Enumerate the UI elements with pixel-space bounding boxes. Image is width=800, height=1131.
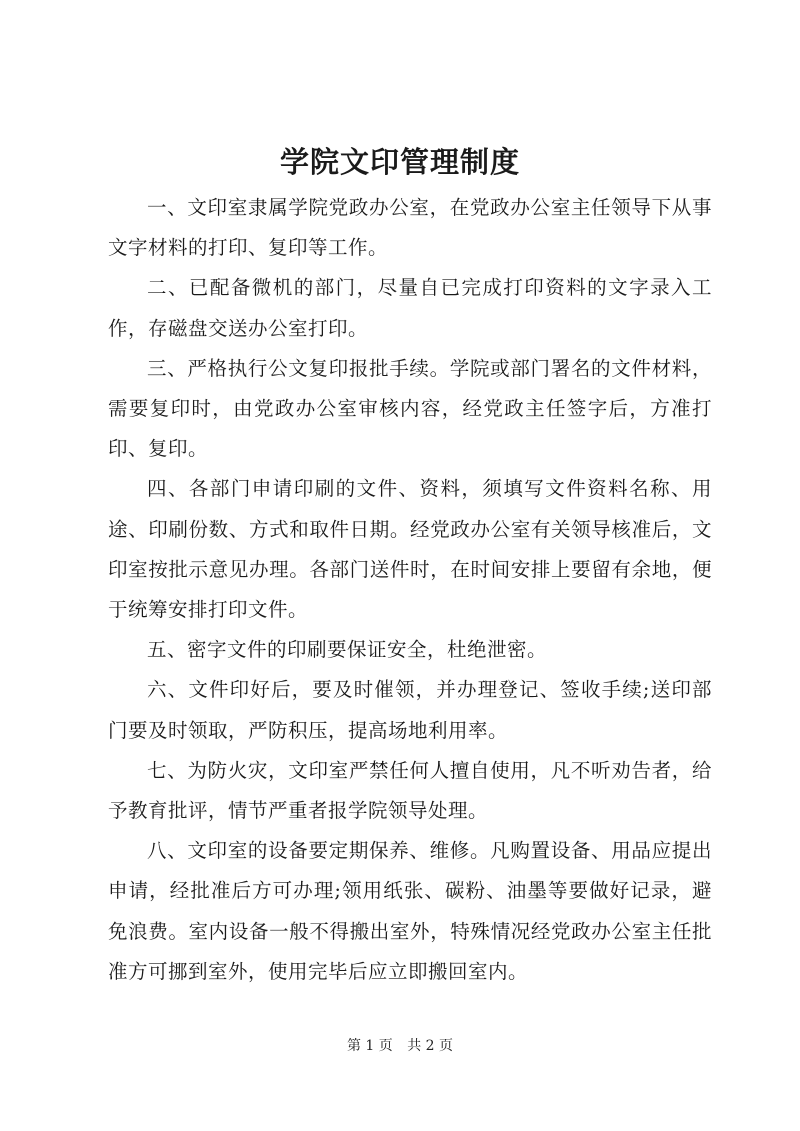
document-title: 学院文印管理制度 (279, 145, 520, 179)
paragraph-1: 一、文印室隶属学院党政办公室，在党政办公室主任领导下从事文字材料的打印、复印等工作。 (108, 196, 712, 260)
paragraph-6: 六、文件印好后，要及时催领，并办理登记、签收手续;送印部门要及时领取，严防积压，提高场地利用率。 (108, 678, 712, 742)
document-body (108, 188, 712, 992)
page-total: 共 2 页 (407, 1038, 454, 1054)
paragraph-8: 八、文印室的设备要定期保养、维修。凡购置设备、用品应提出申请，经批准后方可办理;领用纸张、碳粉、油墨等要做好记录，避免浪费。室内设备一般不得搬出室外，特殊情况经党政办公室主任批准方可挪到室外，使用完毕后应立即搬回室内。 (108, 839, 712, 983)
paragraph-4: 四、各部门申请印刷的文件、资料，须填写文件资料名称、用途、印刷份数、方式和取件日期。经党政办公室有关领导核准后，文印室按批示意见办理。各部门送件时，在时间安排上要留有余地，便于统筹安排打印文件。 (108, 477, 712, 622)
paragraph-3: 三、严格执行公文复印报批手续。学院或部门署名的文件材料，需要复印时，由党政办公室审核内容，经党政主任签字后，方准打印、复印。 (108, 356, 712, 461)
page-number: 第 1 页 (346, 1038, 393, 1054)
page-footer (0, 1036, 800, 1056)
paragraph-5: 五、密字文件的印刷要保证安全，杜绝泄密。 (147, 638, 548, 662)
paragraph-7: 七、为防火灾，文印室严禁任何人擅自使用，凡不听劝告者，给予教育批评，情节严重者报学院领导处理。 (108, 758, 712, 823)
paragraph-2: 二、已配备微机的部门，尽量自已完成打印资料的文字录入工作，存磁盘交送办公室打印。 (108, 276, 712, 340)
